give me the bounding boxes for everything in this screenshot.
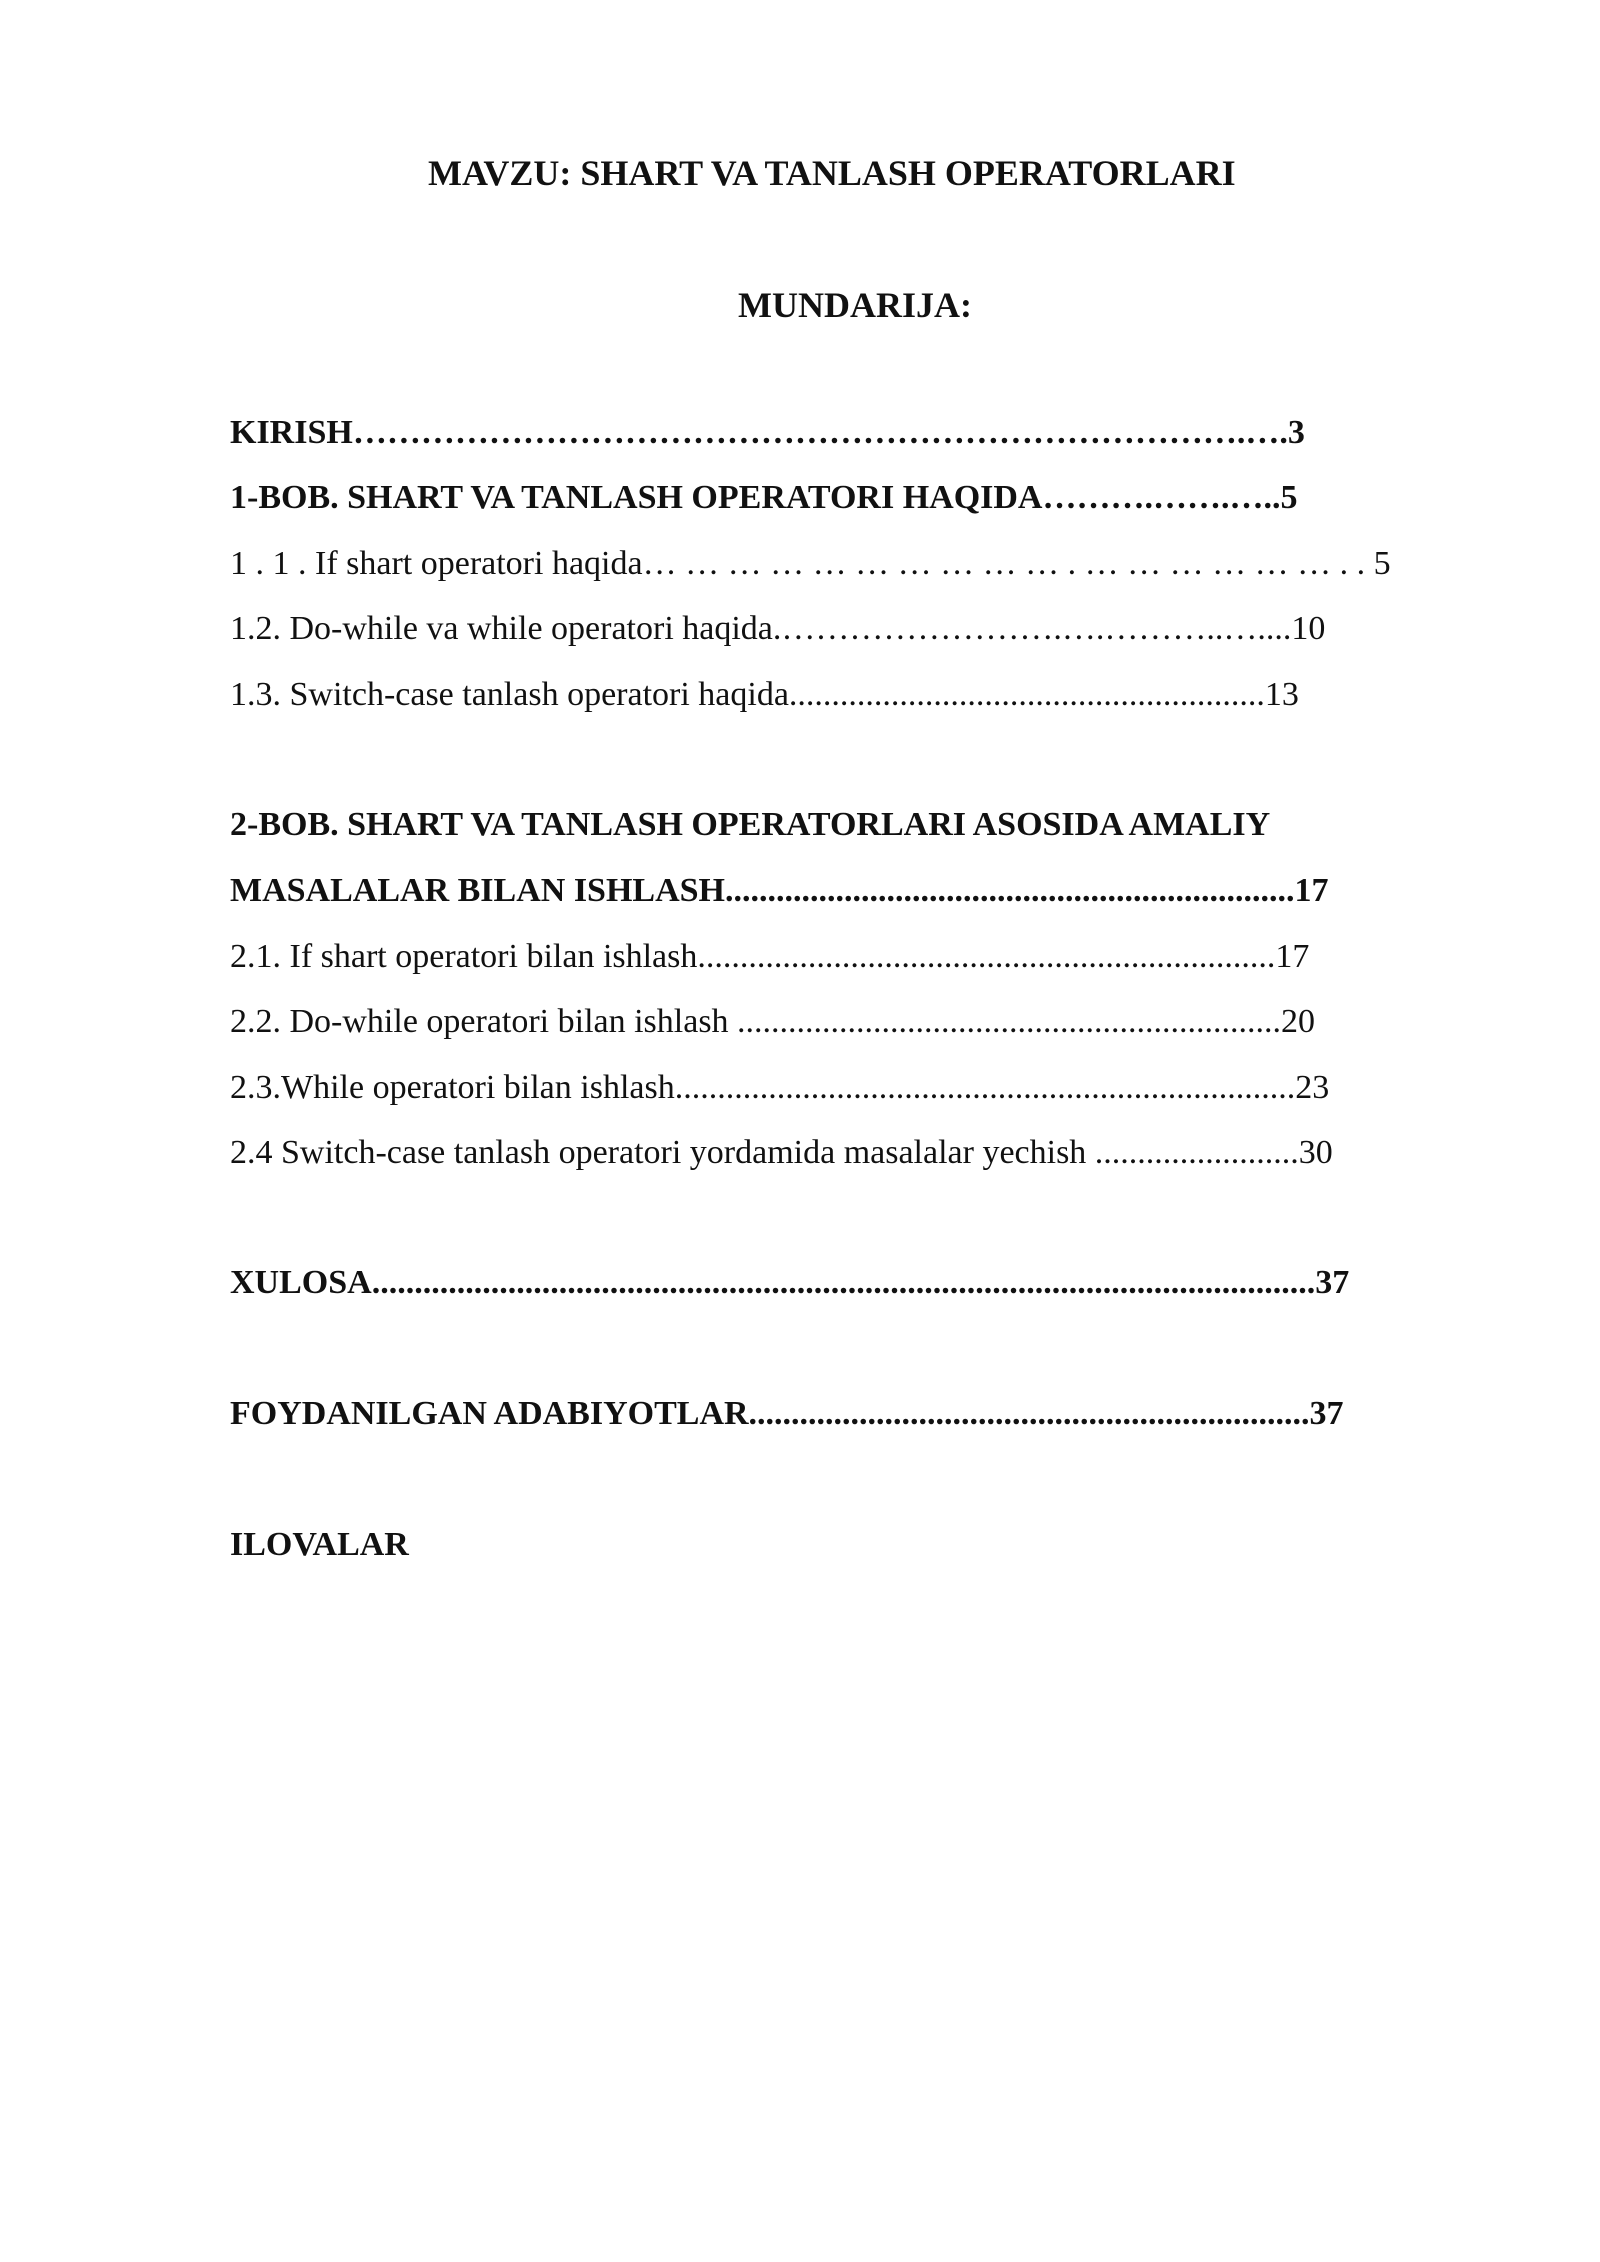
toc-entry-references: FOYDANILGAN ADABIYOTLAR..................................................................37	[230, 1395, 1344, 1432]
page-title: MAVZU: SHART VA TANLASH OPERATORLARI	[428, 153, 1236, 193]
toc-entry-1-1: 1 . 1 . If shart operatori haqida… … … … … … … … … … . … … … … … … . . 5	[230, 545, 1391, 582]
toc-entry-xulosa: XULOSA...............................................................................................................37	[230, 1264, 1350, 1301]
contents-heading: MUNDARIJA:	[738, 285, 972, 325]
toc-entry-2-2: 2.2. Do-while operatori bilan ishlash ................................................................20	[230, 1003, 1316, 1040]
toc-entry-2-1: 2.1. If shart operatori bilan ishlash....................................................................17	[230, 938, 1310, 975]
toc-entry-appendices: ILOVALAR	[230, 1526, 409, 1563]
toc-entry-2-4: 2.4 Switch-case tanlash operatori yordamida masalalar yechish ........................30	[230, 1134, 1333, 1171]
toc-entry-1-3: 1.3. Switch-case tanlash operatori haqida........................................................13	[230, 676, 1299, 713]
toc-entry-chapter-2-line-2: MASALALAR BILAN ISHLASH...................................................................17	[230, 872, 1329, 909]
toc-entry-chapter-1: 1-BOB. SHART VA TANLASH OPERATORI HAQIDA……….…….…..5	[230, 479, 1298, 516]
toc-entry-kirish: KIRISH…………………………………………………………………….….3	[230, 414, 1305, 451]
toc-entry-2-3: 2.3.While operatori bilan ishlash.........................................................................23	[230, 1069, 1330, 1106]
toc-entry-1-2: 1.2. Do-while va while operatori haqida.…………………….….………..…....10	[230, 610, 1326, 647]
toc-entry-chapter-2-line-1: 2-BOB. SHART VA TANLASH OPERATORLARI ASOSIDA AMALIY	[230, 806, 1271, 843]
